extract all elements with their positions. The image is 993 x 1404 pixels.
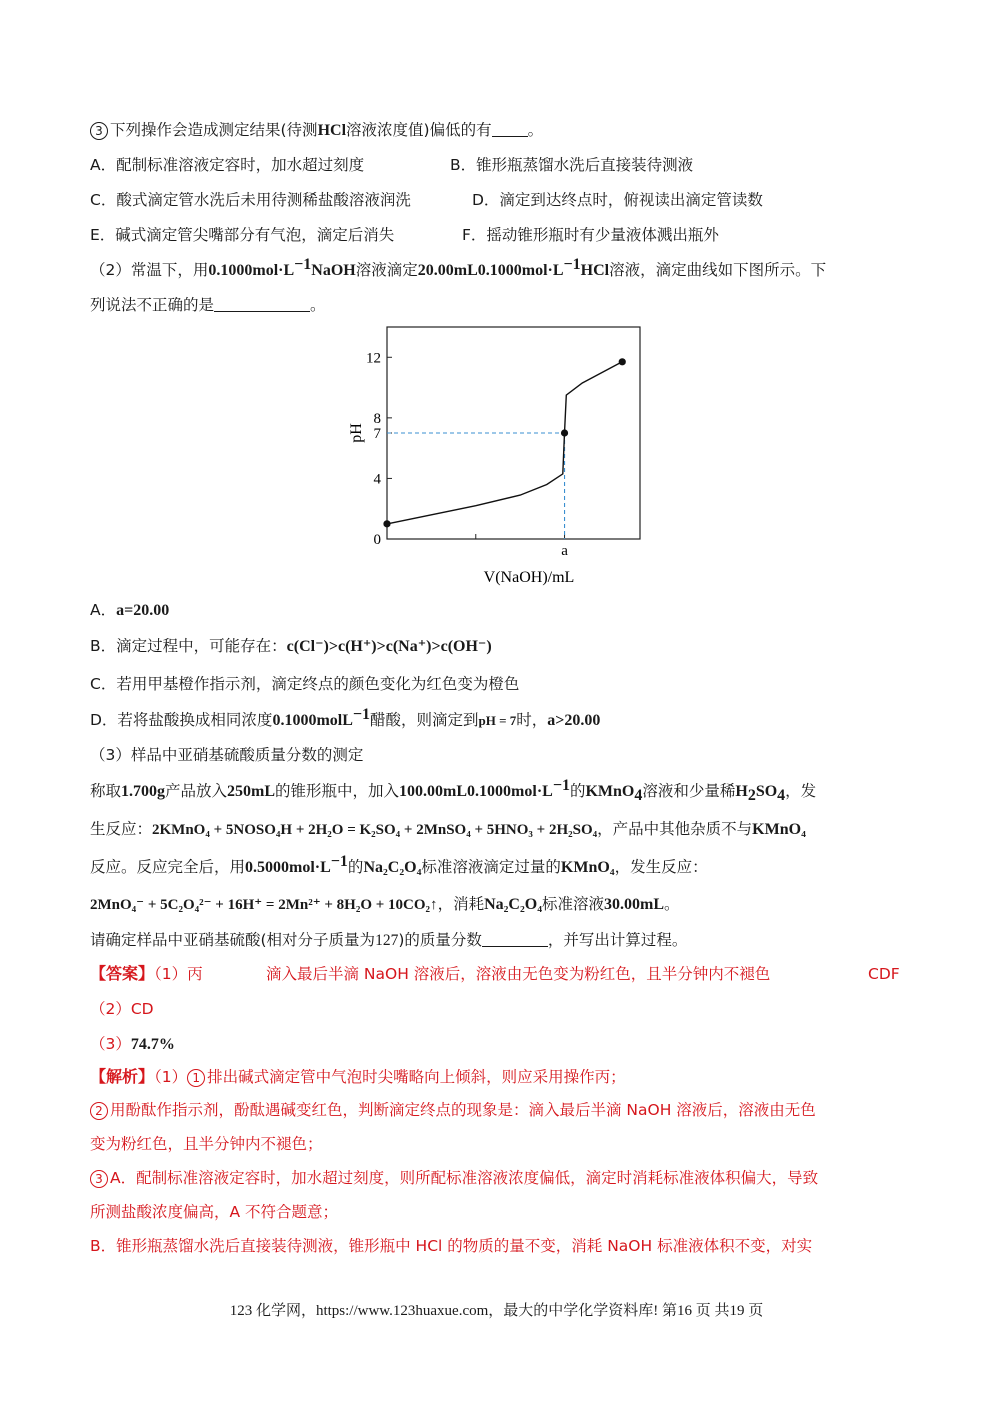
analysis-line2: 2 用酚酞作指示剂，酚酞遇碱变红色，判断滴定终点的现象是：滴入最后半滴 NaOH 溶液后，溶液由无色 <box>90 1099 816 1121</box>
part3-title: （3）样品中亚硝基硫酸质量分数的测定 <box>90 746 364 764</box>
answer-line3: （3）74.7% <box>90 1035 175 1053</box>
titration-curve <box>387 362 622 524</box>
analysis-line6: B．锥形瓶蒸馏水洗后直接装待测液，锥形瓶中 HCl 的物质的量不变，消耗 NaOH 标准液体积不变，对实 <box>90 1237 813 1255</box>
option-e: E．碱式滴定管尖嘴部分有气泡，滴定后消失 <box>90 226 395 244</box>
part3-line3: 反应。反应完全后，用$0.5000mol\cdot L^{-1}$的Na₂C₂O₄标准溶液滴定过量的KMnO₄，发生反应： <box>90 852 708 876</box>
guide-lines <box>387 433 565 539</box>
p2-option-b: B．滴定过程中，可能存在：c(Cl⁻)>c(H⁺)>c(Na⁺)>c(OH⁻) <box>90 637 492 655</box>
curve-point <box>383 520 390 527</box>
page-footer: 123 化学网，https://www.123huaxue.com，最大的中学化学资料库! 第16 页 共19 页 <box>229 1303 764 1319</box>
curve-point <box>561 429 568 436</box>
analysis-line5: 所测盐酸浓度偏高，A 不符合题意； <box>90 1203 339 1221</box>
part3-line1: 称取1.700g产品放入250mL的锥形瓶中，加入$100.00mL0.1000mol\cdot L^{-1}$的KMnO$_4$溶液和少量稀$H_2SO_4$，发 <box>90 776 817 805</box>
curve-point <box>619 358 626 365</box>
curve-points <box>383 358 625 527</box>
y-tick-label: 7 <box>373 426 381 442</box>
part2-stem: （2）常温下，用$0.1000mol\cdot L^{-1}NaOH$溶液滴定$20.00mL0.1000mol\cdot L^{-1}HCl$溶液，滴定曲线如下图所示。下 <box>90 255 827 279</box>
y-tick-label: 4 <box>373 471 381 488</box>
analysis-line1: 【解析】（1） 1 排出碱式滴定管中气泡时尖嘴略向上倾斜，则应采用操作丙； <box>90 1067 626 1086</box>
x-axis-label: V(NaOH)/mL <box>483 569 575 586</box>
part3-line2: 生反应：2KMnO₄ + 5NOSO₄H + 2H₂O = K₂SO₄ + 2MnSO₄ + 5HNO₃ + 2H₂SO₄，产品中其他杂质不与KMnO₄ <box>90 820 806 838</box>
y-tick-label: 12 <box>366 350 381 367</box>
y-tick-label: 8 <box>373 410 381 427</box>
circled-number: 2 <box>90 1102 108 1120</box>
p2-option-c: C．若用甲基橙作指示剂，滴定终点的颜色变化为红色变为橙色 <box>90 675 520 693</box>
part3-line5: 请确定样品中亚硝基硫酸(相对分子质量为127)的质量分数 ，并写出计算过程。 <box>90 931 688 949</box>
circled-number: 3 <box>90 122 108 140</box>
answer-line1-choice: CDF <box>868 965 900 983</box>
q3-intro: 3 下列操作会造成测定结果(待测HCl溶液浓度值)偏低的有 。 <box>90 119 543 142</box>
option-d: D．滴定到达终点时，俯视读出滴定管读数 <box>472 191 763 209</box>
p2-option-d: D．若将盐酸换成相同浓度0.1000molL$^{-1}$醋酸，则滴定到pH = 7时，a>20.00 <box>90 705 601 729</box>
y-axis-label: pH <box>348 423 365 443</box>
analysis-line3: 变为粉红色，且半分钟内不褪色； <box>90 1135 323 1153</box>
answer-line2: （2）CD <box>90 1000 154 1018</box>
circled-number: 1 <box>187 1069 205 1087</box>
answer-line1: 【答案】（1）丙 <box>90 964 203 983</box>
p2-option-a: A．a=20.00 <box>90 601 170 619</box>
answer-line1-desc: 滴入最后半滴 NaOH 溶液后，溶液由无色变为粉红色，且半分钟内不褪色 <box>266 965 771 983</box>
answer-blank <box>482 930 548 947</box>
option-b: B．锥形瓶蒸馏水洗后直接装待测液 <box>450 156 694 174</box>
part2-stem-line2: 列说法不正确的是 。 <box>90 296 326 314</box>
option-a: A．配制标准溶液定容时，加水超过刻度 <box>90 156 365 174</box>
answer-blank <box>492 120 528 137</box>
option-f: F．摇动锥形瓶时有少量液体溅出瓶外 <box>462 226 719 244</box>
option-c: C．酸式滴定管水洗后未用待测稀盐酸溶液润洗 <box>90 191 411 209</box>
part3-line4: 2MnO₄⁻ + 5C₂O₄²⁻ + 16H⁺ = 2Mn²⁺ + 8H₂O + 10CO₂↑，消耗Na₂C₂O₄标准溶液30.00mL。 <box>90 895 680 913</box>
circled-number: 3 <box>90 1170 108 1188</box>
answer-blank <box>214 295 310 312</box>
titration-curve-chart <box>330 320 670 590</box>
axis-ticks <box>366 350 568 559</box>
y-tick-label: 0 <box>373 532 381 548</box>
analysis-line4: 3 A．配制标准溶液定容时，加水超过刻度，则所配标准溶液浓度偏低，滴定时消耗标准液体积偏大，导致 <box>90 1167 818 1189</box>
x-tick-label: a <box>561 543 568 559</box>
